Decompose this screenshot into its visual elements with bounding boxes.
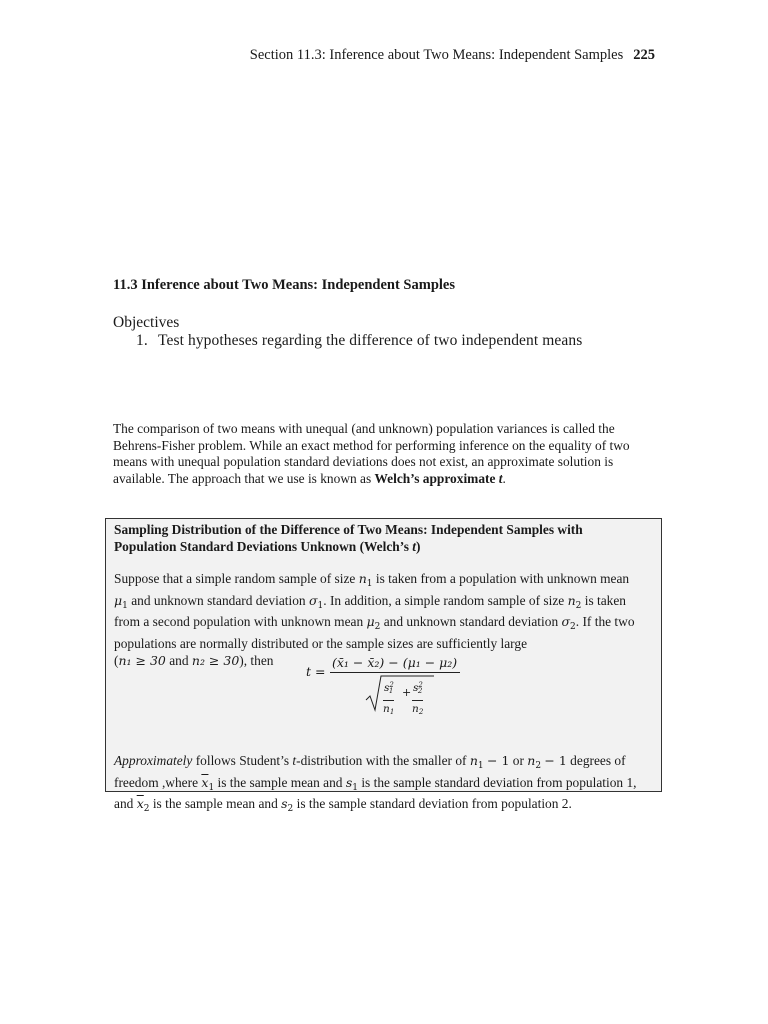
intro-text: The comparison of two means with unequal (and unknown) population variances is called the Behrens-Fisher problem. While an exact method for performing inference on the equality of two means with unequal population standard deviations does not exist, an approximate solution is available. The approach that we use is known as — [113, 421, 630, 486]
objectives-heading: Objectives — [113, 314, 180, 331]
page-number: 225 — [633, 47, 655, 63]
objectives-list — [136, 332, 582, 350]
intro-paragraph — [113, 421, 653, 487]
radical-sign — [364, 674, 436, 712]
formula-lhs: t = — [306, 664, 326, 679]
definition-paragraph-1: Suppose that a simple random sample of size $n_1$ is taken from a population with unknown mean $\mu_1$ and unknown standard deviation $\sigma_1$. In addition, a simple random sample of size $n_2$ is taken from a second population with unknown mean $\mu_2$ and unknown standard deviation $\sigma_2$. If the two populations are normally distributed or the sample sizes are sufficiently large (n₁ ≥ 30 and n₂ ≥ 30), then — [114, 571, 635, 668]
objective-text: Test hypotheses regarding the difference of two independent means — [158, 332, 583, 349]
running-title: Section 11.3: Inference about Two Means: Independent Samples — [249, 47, 624, 63]
objective-number: 1. — [136, 332, 148, 349]
s1-over-n1: $\frac{s^21}{n1}$ — [383, 677, 394, 720]
section-title: 11.3 Inference about Two Means: Independent Samples — [113, 277, 455, 293]
definition-paragraph-2: Approximately follows Student’s t-distribution with the smaller of $n_1 - 1$ or $n_2 - 1$ degrees of freedom ,where $\overline{x}_1$ is the sample mean and $s_1$ is the sample standard deviation from population 1, and $\overline{x}_2$ is the sample mean and $s_2$ is the sample standard deviation from population 2. — [114, 753, 637, 815]
formula-numerator: (x̄₁ − x̄₂) − (μ₁ − μ₂) — [332, 655, 458, 670]
fraction-bar — [330, 672, 460, 673]
objective-item — [136, 332, 582, 350]
welch-emphasis: Welch’s approximate t — [374, 470, 503, 486]
definition-title: Sampling Distribution of the Difference of Two Means: Independent Samples with Population Standard Deviations Unknown (Welch’s t) — [114, 522, 583, 554]
running-header — [250, 47, 655, 64]
plus-sign: + — [402, 686, 412, 699]
definition-box — [105, 518, 662, 815]
s2-over-n2: $\frac{s^22}{n2}$ — [412, 677, 423, 720]
intro-end: . — [502, 470, 506, 486]
